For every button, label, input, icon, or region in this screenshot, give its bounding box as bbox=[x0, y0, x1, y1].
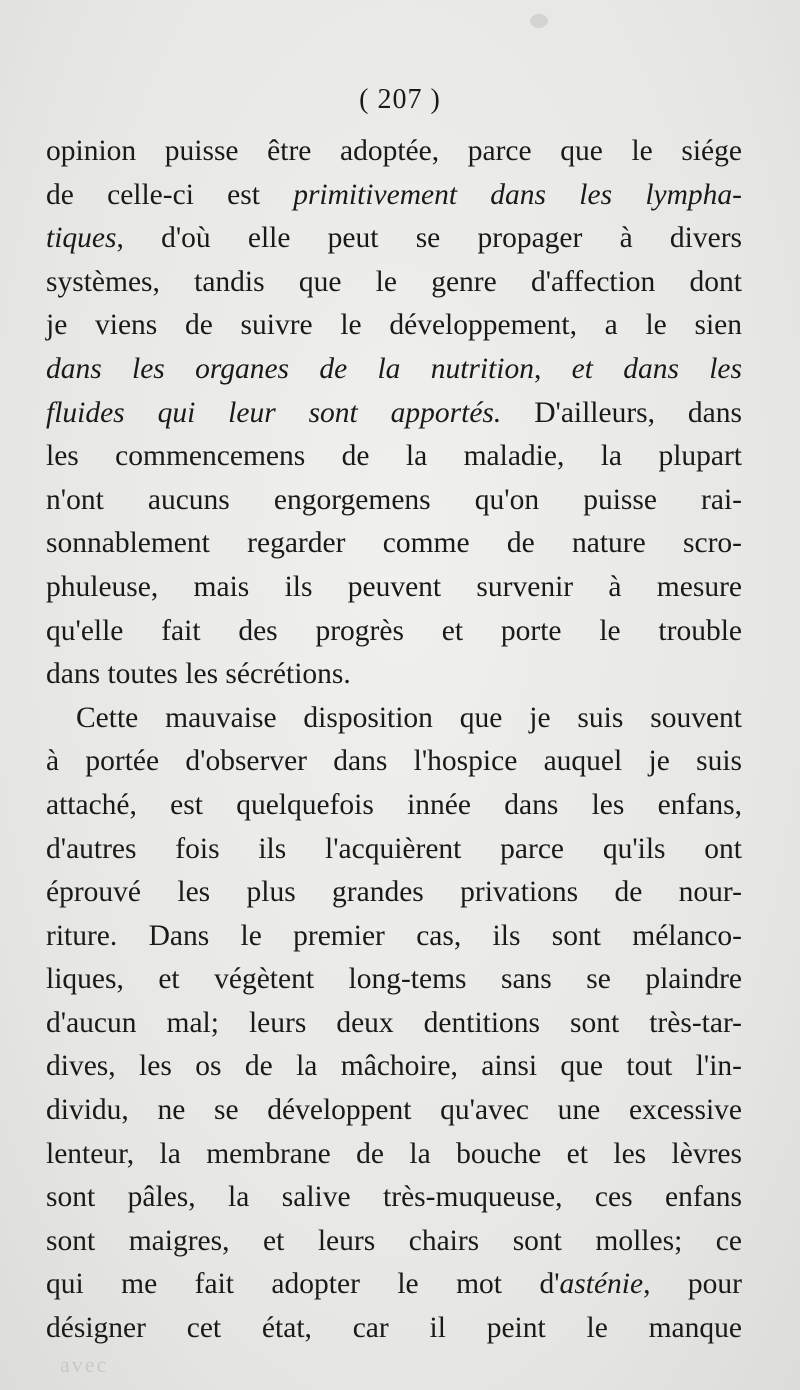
text-line bbox=[46, 435, 742, 479]
text-line bbox=[46, 174, 742, 218]
text-line bbox=[46, 261, 742, 305]
text-segment: sonnablement regarder comme de nature scro- bbox=[46, 527, 742, 560]
text-segment: opinion puisse être adoptée, parce que le siége bbox=[46, 135, 742, 167]
text-line bbox=[46, 915, 742, 959]
text-line bbox=[46, 479, 742, 523]
text-line bbox=[46, 566, 742, 610]
text-line bbox=[46, 217, 742, 261]
text-line bbox=[46, 522, 742, 566]
text-segment: à portée d'observer dans l'hospice auquel je suis bbox=[46, 745, 742, 778]
text-line bbox=[46, 1220, 742, 1264]
text-line bbox=[46, 304, 742, 348]
text-segment: sont pâles, la salive très-muqueuse, ces enfans bbox=[46, 1181, 742, 1214]
text-segment: , d'où elle peut se propager à divers bbox=[116, 222, 742, 255]
text-segment: , bbox=[533, 352, 572, 385]
text-segment: attaché, est quelquefois innée dans les enfans, bbox=[46, 788, 742, 821]
text-line bbox=[46, 958, 742, 1002]
text-segment: d'aucun mal; leurs deux dentitions sont très-tar- bbox=[46, 1006, 742, 1039]
catchword: avec bbox=[60, 1352, 109, 1377]
italic-text: dans les organes de la nutrition bbox=[46, 352, 534, 385]
text-segment: qu'elle fait des progrès et porte le trouble bbox=[46, 614, 742, 647]
italic-text: asténie bbox=[559, 1268, 644, 1301]
ink-stain bbox=[530, 14, 548, 28]
text-line bbox=[46, 610, 742, 654]
text-line bbox=[46, 130, 742, 174]
text-segment: phuleuse, mais ils peuvent survenir à mesure bbox=[46, 570, 742, 603]
text-segment: dans toutes les sécrétions. bbox=[46, 658, 351, 691]
body-text bbox=[46, 130, 742, 1351]
italic-text: fluides qui leur sont apportés. bbox=[46, 396, 502, 429]
text-line bbox=[46, 1045, 742, 1089]
text-line bbox=[46, 1089, 742, 1133]
text-segment: je viens de suivre le développement, a le sien bbox=[46, 309, 742, 342]
page-number: ( 207 ) bbox=[359, 84, 441, 115]
text-line bbox=[46, 653, 742, 697]
text-line bbox=[46, 348, 742, 392]
text-segment: dividu, ne se développent qu'avec une excessive bbox=[46, 1094, 742, 1127]
text-line bbox=[46, 697, 742, 741]
text-line bbox=[46, 871, 742, 915]
text-segment: dives, les os de la mâchoire, ainsi que tout l'in- bbox=[46, 1050, 742, 1083]
text-line bbox=[46, 1263, 742, 1307]
text-segment: éprouvé les plus grandes privations de nour- bbox=[46, 876, 742, 909]
text-segment: lenteur, la membrane de la bouche et les lèvres bbox=[46, 1137, 742, 1170]
text-segment: n'ont aucuns engorgemens qu'on puisse rai- bbox=[46, 483, 742, 516]
text-segment: systèmes, tandis que le genre d'affection dont bbox=[46, 265, 742, 298]
italic-text: tiques bbox=[46, 222, 117, 255]
text-line bbox=[46, 740, 742, 784]
text-segment: , pour bbox=[643, 1268, 743, 1301]
text-line bbox=[46, 784, 742, 828]
text-segment: Cette mauvaise disposition que je suis souvent bbox=[76, 701, 742, 734]
text-segment: désigner cet état, car il peint le manque bbox=[46, 1312, 742, 1345]
text-line bbox=[46, 392, 742, 436]
text-segment: qui me fait adopter le mot d' bbox=[46, 1268, 560, 1301]
text-segment: riture. Dans le premier cas, ils sont mélanco- bbox=[46, 919, 742, 952]
text-line bbox=[46, 1176, 742, 1220]
text-segment: liques, et végètent long-tems sans se plaindre bbox=[46, 963, 742, 996]
text-segment: d'autres fois ils l'acquièrent parce qu'ils ont bbox=[46, 832, 742, 865]
italic-text: primitivement dans les lympha- bbox=[293, 178, 742, 211]
text-line bbox=[46, 1002, 742, 1046]
text-line bbox=[46, 1133, 742, 1177]
text-segment: D'ailleurs, dans bbox=[501, 396, 742, 429]
text-segment: de celle-ci est bbox=[46, 178, 294, 211]
text-line bbox=[46, 828, 742, 872]
text-line bbox=[46, 1307, 742, 1351]
text-segment: les commencemens de la maladie, la plupart bbox=[46, 440, 742, 473]
italic-text: et dans les bbox=[571, 352, 743, 385]
text-segment: sont maigres, et leurs chairs sont molles; ce bbox=[46, 1224, 742, 1257]
